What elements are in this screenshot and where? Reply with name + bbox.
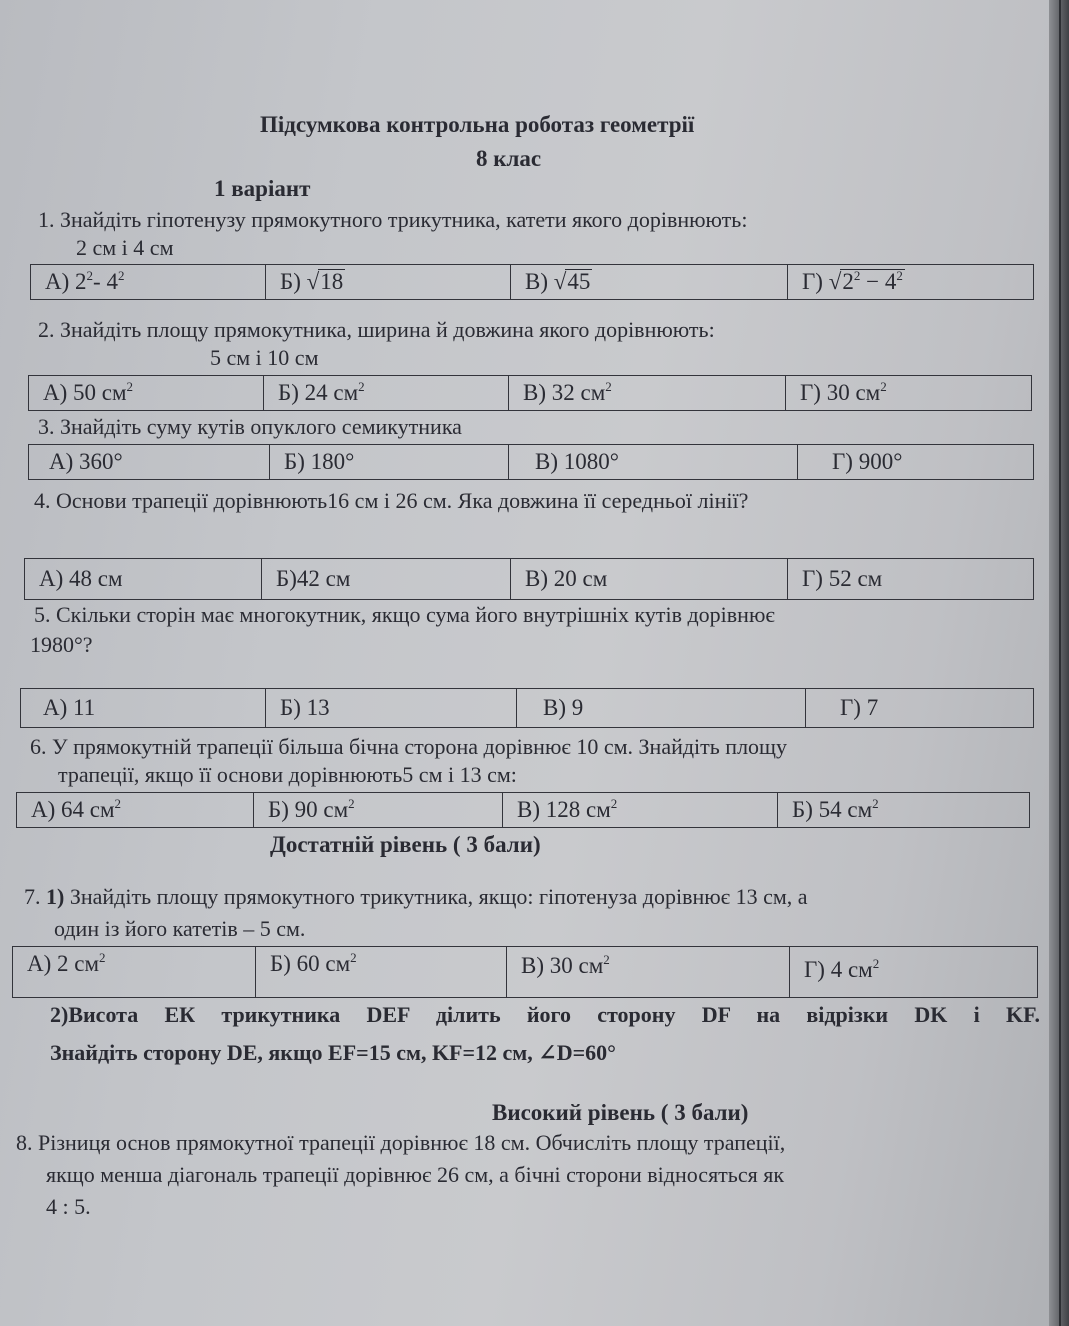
- question-3-options: [28, 444, 1034, 480]
- q1-option-c: В) √45: [511, 265, 788, 300]
- q2-option-b: Б) 24 $см^2$: [264, 376, 509, 411]
- q2-option-d: Г) 30 $см^2$: [786, 376, 1032, 411]
- q4-option-c: В) 20 см: [511, 559, 788, 600]
- question-7-part-1-continued: один із його катетів – 5 см.: [54, 916, 306, 941]
- question-7-options: [12, 946, 1038, 998]
- q1-option-d: Г) $√2^2 - 4^2$: [788, 265, 1034, 300]
- q5-option-c: В) 9: [517, 689, 806, 728]
- question-4-text: 4. Основи трапеції дорівнюють16 см і 26 см. Яка довжина її середньої лінії?: [34, 488, 749, 513]
- q6-option-b: Б) 90 $см^2$: [254, 793, 503, 828]
- question-6-text: 6. У прямокутній трапеції більша бічна сторона дорівнює 10 см. Знайдіть площу: [30, 734, 788, 759]
- question-8-text: 8. Різниця основ прямокутної трапеції дорівнює 18 см. Обчисліть площу трапеції,: [16, 1130, 786, 1155]
- question-1-text: 1. Знайдіть гіпотенузу прямокутного трикутника, катети якого дорівнюють:: [38, 207, 748, 232]
- q2-option-c: В) 32 $см^2$: [509, 376, 786, 411]
- level-2-heading: Достатній рівень ( 3 бали): [270, 832, 541, 857]
- paper-edge-line: [1059, 0, 1061, 1326]
- q5-option-d: Г) 7: [806, 689, 1034, 728]
- q7-option-b: Б) 60 $см^2$: [256, 947, 507, 998]
- q4-option-d: Г) 52 см: [788, 559, 1034, 600]
- question-8-continued-2: 4 : 5.: [46, 1194, 91, 1219]
- question-6-options: [16, 792, 1030, 828]
- question-1-options: [30, 264, 1034, 300]
- q3-option-d: Г) 900°: [798, 445, 1034, 480]
- q5-option-a: А) 11: [21, 689, 266, 728]
- q5-option-b: Б) 13: [266, 689, 517, 728]
- question-2-text: 2. Знайдіть площу прямокутника, ширина й довжина якого дорівнюють:: [38, 317, 715, 342]
- q4-option-b: Б)42 см: [262, 559, 511, 600]
- question-5-continued: 1980°?: [30, 632, 93, 657]
- question-3-text: 3. Знайдіть суму кутів опуклого семикутника: [38, 414, 462, 439]
- question-2-values: 5 см і 10 см: [210, 345, 319, 370]
- question-1-values: 2 см і 4 см: [76, 235, 174, 260]
- grade-label: 8 клас: [476, 146, 542, 171]
- question-7-part-2-continued: Знайдіть сторону DE, якщо EF=15 см, KF=12 см, ∠D=60°: [50, 1040, 616, 1065]
- question-6-continued: трапеції, якщо її основи дорівнюють5 см і 13 см:: [58, 762, 517, 787]
- variant-label: 1 варіант: [214, 176, 311, 201]
- q7-option-a: А) 2 $см^2$: [13, 947, 256, 998]
- q7-option-d: Г) 4 $см^2$: [790, 947, 1038, 998]
- question-5-options: [20, 688, 1034, 728]
- q7-option-c: В) 30 $см^2$: [507, 947, 790, 998]
- question-8-continued-1: якщо менша діагональ трапеції дорівнює 26 см, а бічні сторони відносяться як: [46, 1162, 785, 1187]
- q3-option-c: В) 1080°: [509, 445, 798, 480]
- question-7-part-2-text: 2)Висота ЕК трикутника DEF ділить його сторону DF на відрізки DK і KF.: [50, 1002, 1040, 1027]
- q3-option-b: Б) 180°: [270, 445, 509, 480]
- q3-option-a: А) 360°: [29, 445, 270, 480]
- question-5-text: 5. Скільки сторін має многокутник, якщо сума його внутрішніх кутів дорівнює: [34, 602, 775, 627]
- q1-option-a: А) $2^2-$ $4^2$: [31, 265, 266, 300]
- page-title: Підсумкова контрольна роботаз геометрії: [260, 112, 695, 137]
- q4-option-a: А) 48 см: [25, 559, 262, 600]
- q2-option-a: А) 50 $см^2$: [29, 376, 264, 411]
- q6-option-a: А) 64 $см^2$: [17, 793, 254, 828]
- level-3-heading: Високий рівень ( 3 бали): [492, 1100, 749, 1125]
- question-4-options: [24, 558, 1034, 600]
- q6-option-d: Б) 54 $см^2$: [778, 793, 1030, 828]
- question-2-options: [28, 375, 1032, 411]
- question-7-part-1-text: 7. 1) Знайдіть площу прямокутного трикутника, якщо: гіпотенуза дорівнює 13 см, а: [24, 884, 808, 909]
- q6-option-c: В) 128 $см^2$: [503, 793, 778, 828]
- q1-option-b: Б) √18: [266, 265, 511, 300]
